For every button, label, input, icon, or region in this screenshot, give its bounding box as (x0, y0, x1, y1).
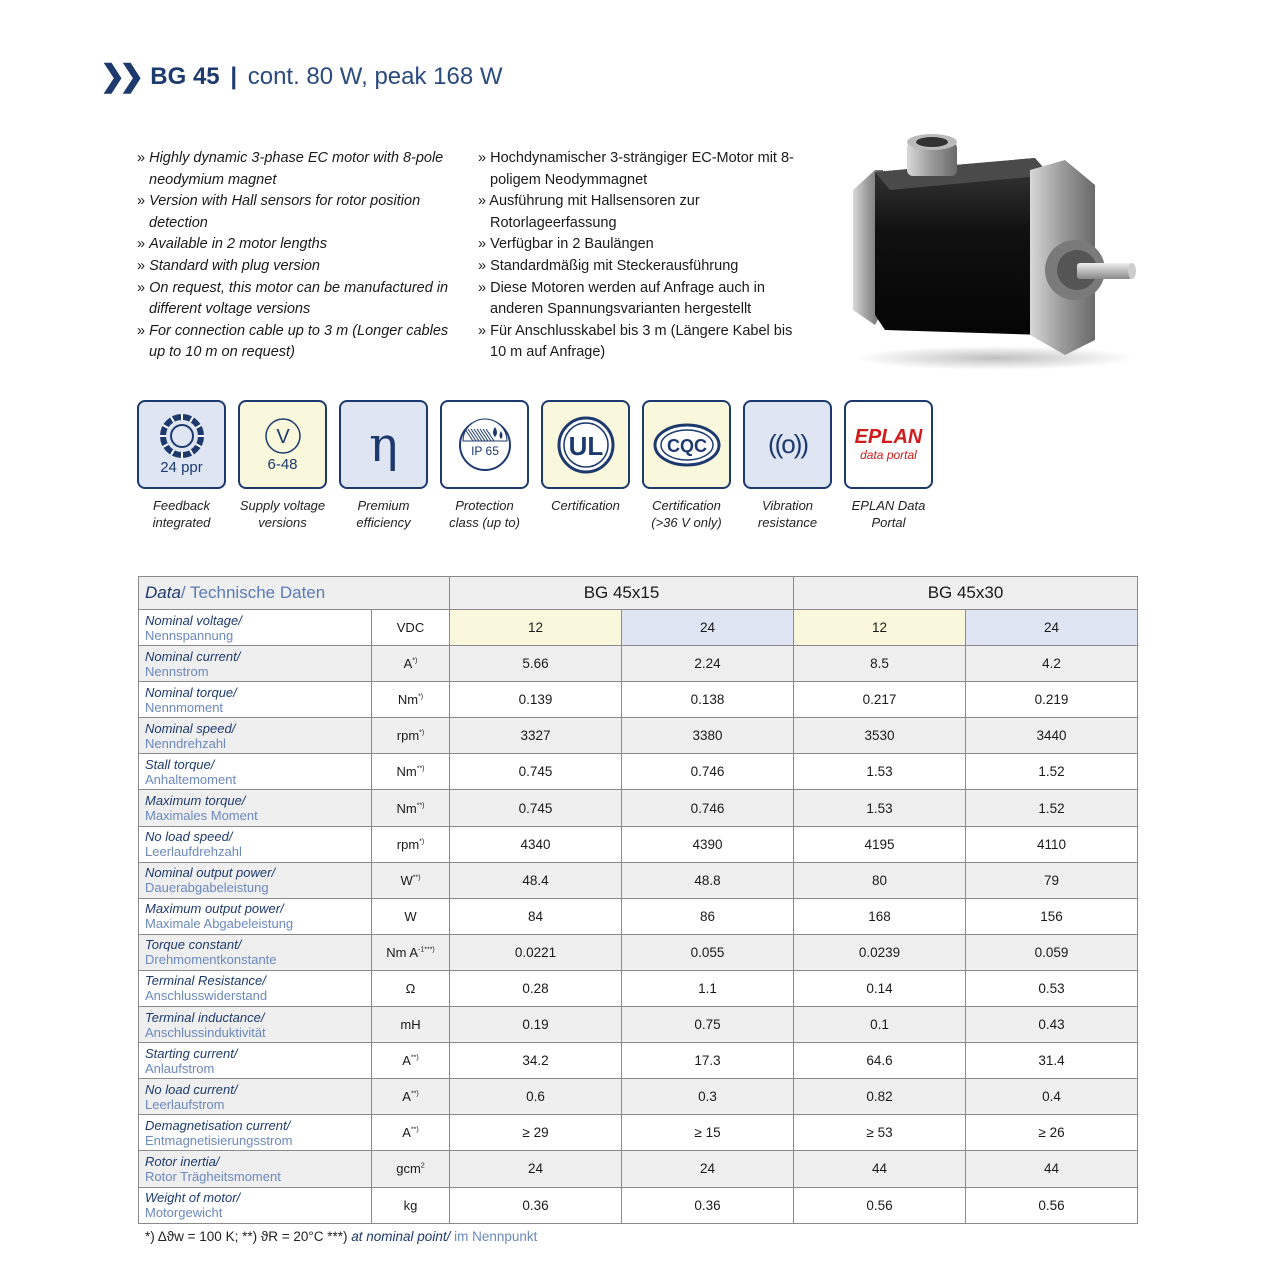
value-cell: 4195 (794, 826, 966, 862)
feature-icon-cell (238, 400, 327, 531)
value-cell: 24 (450, 1151, 622, 1187)
technical-data-table (138, 576, 1138, 1224)
row-unit: gcm$^2$ (372, 1151, 450, 1187)
ul-certification-icon (541, 400, 630, 489)
row-unit: Nm $A^{-1***)}$ (372, 934, 450, 970)
value-cell: 3380 (622, 718, 794, 754)
value-cell: ≥ 29 (450, 1115, 622, 1151)
icon-caption: Feedback integrated (152, 498, 211, 530)
table-row (139, 1115, 1138, 1151)
row-label (139, 862, 372, 898)
row-label (139, 1151, 372, 1187)
value-cell: 0.745 (450, 754, 622, 790)
value-cell: 0.6 (450, 1079, 622, 1115)
row-unit: A**) (372, 1079, 450, 1115)
icon-caption: Vibration resistance (757, 498, 818, 530)
icon-caption: Premium efficiency (356, 498, 411, 530)
power-spec: cont. 80 W, peak 168 W (247, 63, 503, 90)
feature-icon-cell (642, 400, 731, 531)
cqc-certification-icon (642, 400, 731, 489)
value-cell: 0.746 (622, 754, 794, 790)
motor-product-image (845, 130, 1145, 370)
value-cell: 3530 (794, 718, 966, 754)
row-unit: VDC (372, 610, 450, 646)
feature-item: » Standardmäßig mit Steckerausführung (478, 256, 808, 278)
row-unit: Nm**) (372, 754, 450, 790)
label-german: Maximales Moment (145, 808, 258, 824)
icon-caption: Supply voltage versions (239, 498, 326, 530)
row-label (139, 1115, 372, 1151)
row-unit: A**) (372, 1115, 450, 1151)
value-cell: 0.3 (622, 1079, 794, 1115)
value-cell: 3440 (966, 718, 1138, 754)
value-cell: 5.66 (450, 646, 622, 682)
icon-value: 24 ppr (160, 459, 203, 476)
feature-item: » On request, this motor can be manufactured in different voltage versions (137, 278, 467, 321)
value-cell: 0.36 (450, 1187, 622, 1223)
feature-item: » For connection cable up to 3 m (Longer cables up to 10 m on request) (137, 321, 467, 364)
value-cell: 0.28 (450, 970, 622, 1006)
svg-text:IP 65: IP 65 (470, 443, 499, 458)
row-unit: kg (372, 1187, 450, 1223)
label-german: Leerlaufstrom (145, 1096, 225, 1112)
table-row (139, 1043, 1138, 1079)
feature-item: » Verfügbar in 2 Baulängen (478, 234, 808, 256)
table-row (139, 970, 1138, 1006)
table-row (139, 1079, 1138, 1115)
label-english: Terminal Resistance/ (145, 973, 266, 989)
row-label (139, 970, 372, 1006)
row-label (139, 934, 372, 970)
feature-item: » Highly dynamic 3-phase EC motor with 8-pole neodymium magnet (137, 148, 467, 191)
feature-list-english (137, 148, 467, 364)
label-german: Nennstrom (145, 663, 209, 679)
eplan-logo-icon: EPLAN data portal (844, 400, 933, 489)
value-cell: 156 (966, 898, 1138, 934)
value-cell: 4110 (966, 826, 1138, 862)
value-cell: 0.43 (966, 1007, 1138, 1043)
label-german: Dauerabgabeleistung (145, 880, 269, 896)
value-cell: ≥ 53 (794, 1115, 966, 1151)
row-unit: Nm**) (372, 790, 450, 826)
feature-item: » Available in 2 motor lengths (137, 234, 467, 256)
value-cell: 48.4 (450, 862, 622, 898)
label-german: Anlaufstrom (145, 1060, 215, 1076)
table-row (139, 610, 1138, 646)
table-row (139, 1151, 1138, 1187)
feature-list-german (478, 148, 808, 364)
value-cell: 1.53 (794, 754, 966, 790)
label-english: Stall torque/ (145, 756, 215, 772)
value-cell: 0.53 (966, 970, 1138, 1006)
value-cell: 2.24 (622, 646, 794, 682)
row-unit: rpm*) (372, 718, 450, 754)
value-cell: 0.055 (622, 934, 794, 970)
value-cell: 4390 (622, 826, 794, 862)
value-cell: 1.52 (966, 754, 1138, 790)
icon-caption: Certification (551, 498, 620, 513)
table-row (139, 646, 1138, 682)
table-row (139, 826, 1138, 862)
value-cell: 0.14 (794, 970, 966, 1006)
value-cell: 48.8 (622, 862, 794, 898)
label-english: Starting current/ (145, 1045, 238, 1061)
value-cell: 79 (966, 862, 1138, 898)
value-cell: 3327 (450, 718, 622, 754)
label-english: Torque constant/ (145, 937, 242, 953)
table-row (139, 790, 1138, 826)
value-cell: 8.5 (794, 646, 966, 682)
value-cell: 34.2 (450, 1043, 622, 1079)
value-cell: 44 (966, 1151, 1138, 1187)
value-cell: 0.82 (794, 1079, 966, 1115)
page-title (150, 63, 502, 91)
feature-item: » Für Anschlusskabel bis 3 m (Längere Kabel bis 10 m auf Anfrage) (478, 321, 808, 364)
label-english: No load speed/ (145, 829, 233, 845)
icon-caption: Protection class (up to) (449, 498, 520, 530)
icon-caption: Certification (>36 V only) (651, 498, 722, 530)
label-german: Anschlussinduktivität (145, 1024, 266, 1040)
table-row (139, 898, 1138, 934)
encoder-ring-icon (137, 400, 226, 489)
label-english: Nominal torque/ (145, 684, 237, 700)
row-label (139, 1043, 372, 1079)
value-cell: 0.56 (966, 1187, 1138, 1223)
row-label (139, 1187, 372, 1223)
label-english: Rotor inertia/ (145, 1153, 220, 1169)
value-cell: 0.139 (450, 682, 622, 718)
label-german: Maximale Abgabeleistung (145, 916, 294, 932)
label-german: Nenndrehzahl (145, 735, 226, 751)
table-row (139, 1187, 1138, 1223)
value-cell: 86 (622, 898, 794, 934)
feature-item: » Diese Motoren werden auf Anfrage auch in anderen Spannungsvarianten hergestellt (478, 278, 808, 321)
value-cell: 31.4 (966, 1043, 1138, 1079)
feature-icon-cell (743, 400, 832, 531)
vibration-icon: ((o)) (743, 400, 832, 489)
value-cell: 168 (794, 898, 966, 934)
value-cell: 0.56 (794, 1187, 966, 1223)
value-cell: 0.745 (450, 790, 622, 826)
feature-icon-row (137, 400, 933, 531)
row-label (139, 718, 372, 754)
row-label (139, 682, 372, 718)
table-row (139, 718, 1138, 754)
feature-icon-cell (440, 400, 529, 531)
icon-caption: EPLAN Data Portal (851, 498, 926, 530)
table-footnote: *) Δϑw = 100 K; **) ϑR = 20°C ***) at nominal point/ im Nennpunkt (145, 1229, 538, 1244)
row-unit: rpm*) (372, 826, 450, 862)
label-german: Anschlusswiderstand (145, 988, 268, 1004)
label-english: Nominal current/ (145, 648, 241, 664)
value-cell: 0.138 (622, 682, 794, 718)
table-row (139, 1007, 1138, 1043)
label-german: Motorgewicht (145, 1205, 223, 1221)
efficiency-eta-icon: η (339, 400, 428, 489)
value-cell: 4340 (450, 826, 622, 862)
svg-text:CQC: CQC (666, 435, 707, 456)
row-unit: A*) (372, 646, 450, 682)
product-model: BG 45 (150, 63, 220, 90)
label-german: Nennspannung (145, 627, 234, 643)
label-english: Nominal speed/ (145, 720, 236, 736)
table-row (139, 754, 1138, 790)
group-header-bg45x15: BG 45x15 (450, 577, 794, 610)
feature-icon-cell (844, 400, 933, 531)
label-english: Demagnetisation current/ (145, 1117, 291, 1133)
value-cell: 17.3 (622, 1043, 794, 1079)
feature-item: » Standard with plug version (137, 256, 467, 278)
feature-item: » Hochdynamischer 3-strängiger EC-Motor mit 8-poligem Neodymmagnet (478, 148, 808, 191)
row-unit: Ω (372, 970, 450, 1006)
label-english: Nominal output power/ (145, 865, 276, 881)
svg-text:V: V (275, 426, 290, 448)
value-cell: 0.75 (622, 1007, 794, 1043)
row-unit: W**) (372, 862, 450, 898)
row-unit: A**) (372, 1043, 450, 1079)
label-german: Nennmoment (145, 699, 224, 715)
label-german: Rotor Trägheitsmoment (145, 1168, 281, 1184)
group-header-bg45x30: BG 45x30 (794, 577, 1138, 610)
voltage-icon (238, 400, 327, 489)
value-cell: 0.0221 (450, 934, 622, 970)
row-label (139, 790, 372, 826)
double-chevron-icon: ❯❯ (100, 60, 139, 93)
value-cell: 24 (622, 1151, 794, 1187)
label-english: Maximum output power/ (145, 901, 284, 917)
title-separator: | (230, 63, 238, 90)
value-cell: 64.6 (794, 1043, 966, 1079)
value-cell: 24 (622, 610, 794, 646)
label-english: No load current/ (145, 1081, 238, 1097)
value-cell: 1.53 (794, 790, 966, 826)
label-english: Nominal voltage/ (145, 612, 242, 628)
value-cell: ≥ 26 (966, 1115, 1138, 1151)
value-cell: ≥ 15 (622, 1115, 794, 1151)
value-cell: 44 (794, 1151, 966, 1187)
value-cell: 0.4 (966, 1079, 1138, 1115)
value-cell: 24 (966, 610, 1138, 646)
value-cell: 84 (450, 898, 622, 934)
value-cell: 0.1 (794, 1007, 966, 1043)
label-english: Maximum torque/ (145, 793, 246, 809)
page-header (100, 62, 503, 92)
value-cell: 80 (794, 862, 966, 898)
value-cell: 0.219 (966, 682, 1138, 718)
label-english: Terminal inductance/ (145, 1009, 265, 1025)
table-row (139, 862, 1138, 898)
value-cell: 0.0239 (794, 934, 966, 970)
row-label (139, 754, 372, 790)
value-cell: 1.1 (622, 970, 794, 1006)
value-cell: 0.36 (622, 1187, 794, 1223)
value-cell: 4.2 (966, 646, 1138, 682)
label-german: Entmagnetisierungsstrom (145, 1132, 293, 1148)
row-unit: mH (372, 1007, 450, 1043)
table-row (139, 934, 1138, 970)
ip-protection-icon (440, 400, 529, 489)
label-german: Anhaltemoment (145, 771, 237, 787)
label-german: Leerlaufdrehzahl (145, 844, 242, 860)
label-english: Weight of motor/ (145, 1190, 241, 1206)
row-unit: Nm*) (372, 682, 450, 718)
feature-item: » Version with Hall sensors for rotor position detection (137, 191, 467, 234)
row-label (139, 646, 372, 682)
row-label (139, 826, 372, 862)
value-cell: 0.059 (966, 934, 1138, 970)
table-row (139, 682, 1138, 718)
feature-item: » Ausführung mit Hallsensoren zur Rotorlageerfassung (478, 191, 808, 234)
value-cell: 0.746 (622, 790, 794, 826)
feature-icon-cell (137, 400, 226, 531)
row-label (139, 610, 372, 646)
svg-text:UL: UL (568, 430, 603, 461)
value-cell: 1.52 (966, 790, 1138, 826)
row-label (139, 1007, 372, 1043)
feature-icon-cell (339, 400, 428, 531)
icon-value: 6-48 (267, 456, 298, 473)
row-label (139, 898, 372, 934)
value-cell: 12 (450, 610, 622, 646)
label-german: Drehmomentkonstante (145, 952, 277, 968)
feature-icon-cell (541, 400, 630, 531)
value-cell: 0.19 (450, 1007, 622, 1043)
row-unit: W (372, 898, 450, 934)
value-cell: 12 (794, 610, 966, 646)
row-label (139, 1079, 372, 1115)
value-cell: 0.217 (794, 682, 966, 718)
table-header-label: Data/ Technische Daten (139, 577, 450, 610)
